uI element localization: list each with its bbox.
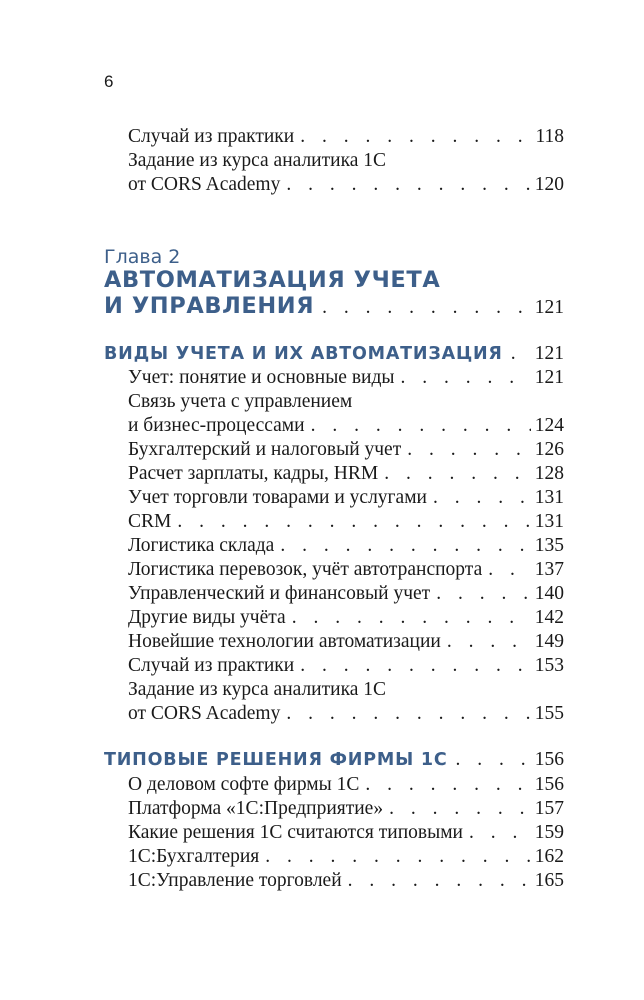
section-title: ТИПОВЫЕ РЕШЕНИЯ ФИРМЫ 1С bbox=[104, 750, 448, 770]
toc-entry bbox=[128, 582, 564, 606]
toc-entry-title: Логистика перевозок, учёт автотранспорта bbox=[128, 559, 483, 580]
dot-leader bbox=[456, 748, 531, 772]
dot-leader bbox=[286, 173, 530, 197]
toc-entry bbox=[128, 773, 564, 797]
dot-leader bbox=[348, 869, 531, 893]
toc-entry-title: Бухгалтерский и налоговый учет bbox=[128, 439, 402, 460]
dot-leader bbox=[365, 773, 530, 797]
toc-entry-title: О деловом софте фирмы 1С bbox=[128, 774, 360, 795]
toc-entry-title: Управленческий и финансовый учет bbox=[128, 583, 431, 604]
toc-entry bbox=[128, 173, 564, 197]
toc-entry-title: CRM bbox=[128, 511, 172, 532]
toc-entry-page: 121 bbox=[534, 367, 564, 388]
section-page: 121 bbox=[534, 343, 564, 364]
toc-entry bbox=[128, 630, 564, 654]
toc-entry-page: 153 bbox=[534, 655, 564, 676]
section-page: 156 bbox=[534, 749, 564, 770]
toc-entry-page: 120 bbox=[534, 174, 564, 195]
toc-entry-title: Новейшие технологии автоматизации bbox=[128, 631, 441, 652]
toc-entry-title: Учет: понятие и основные виды bbox=[128, 367, 395, 388]
toc-entry bbox=[128, 414, 564, 438]
toc-entry-page: 159 bbox=[534, 822, 564, 843]
dot-leader bbox=[300, 125, 531, 149]
toc-entry bbox=[128, 797, 564, 821]
dot-leader bbox=[177, 510, 530, 534]
toc-entry-page: 137 bbox=[534, 559, 564, 580]
dot-leader bbox=[401, 366, 531, 390]
toc-entry bbox=[128, 534, 564, 558]
toc-entry-page: 140 bbox=[534, 583, 564, 604]
chapter-title-line1: АВТОМАТИЗАЦИЯ УЧЕТА bbox=[104, 267, 441, 293]
chapter-label: Глава 2 bbox=[104, 246, 181, 268]
dot-leader bbox=[286, 702, 530, 726]
section-title: ВИДЫ УЧЕТА И ИХ АВТОМАТИЗАЦИЯ bbox=[104, 344, 503, 364]
dot-leader bbox=[280, 534, 530, 558]
toc-entry-title: 1С:Управление торговлей bbox=[128, 870, 342, 891]
dot-leader bbox=[384, 462, 531, 486]
dot-leader bbox=[389, 797, 531, 821]
toc-entry-line1: Связь учета с управлением bbox=[128, 391, 353, 412]
toc-entry-page: 165 bbox=[534, 870, 564, 891]
toc-entry-page: 162 bbox=[534, 846, 564, 867]
chapter-page: 121 bbox=[534, 297, 564, 318]
dot-leader bbox=[322, 294, 531, 322]
chapter-title-line2: И УПРАВЛЕНИЯ bbox=[104, 293, 315, 319]
toc-entry-page: 124 bbox=[534, 415, 564, 436]
toc-entry-page: 142 bbox=[534, 607, 564, 628]
dot-leader bbox=[407, 438, 531, 462]
toc-entry-page: 155 bbox=[534, 703, 564, 724]
toc-entry bbox=[128, 845, 564, 869]
toc-entry bbox=[128, 125, 564, 149]
toc-entry-title: Случай из практики bbox=[128, 126, 295, 147]
toc-entry-page: 157 bbox=[534, 798, 564, 819]
toc-entry-title: Расчет зарплаты, кадры, HRM bbox=[128, 463, 379, 484]
toc-entry bbox=[128, 486, 564, 510]
toc-entry bbox=[128, 438, 564, 462]
toc-entry-line1: Задание из курса аналитика 1С bbox=[128, 679, 387, 700]
dot-leader bbox=[511, 342, 531, 366]
toc-entry-title: Логистика склада bbox=[128, 535, 275, 556]
toc-entry bbox=[128, 510, 564, 534]
chapter-title-row bbox=[104, 292, 564, 322]
toc-entry bbox=[128, 869, 564, 893]
section-heading bbox=[104, 748, 564, 772]
toc-entry-page: 131 bbox=[534, 511, 564, 532]
section-heading bbox=[104, 342, 564, 366]
dot-leader bbox=[311, 414, 531, 438]
toc-entry-line1: Задание из курса аналитика 1С bbox=[128, 150, 387, 171]
toc-entry-title: Случай из практики bbox=[128, 655, 295, 676]
toc-entry-title: Какие решения 1С считаются типовыми bbox=[128, 822, 463, 843]
toc-entry-title: Платформа «1С:Предприятие» bbox=[128, 798, 384, 819]
toc-entry bbox=[128, 462, 564, 486]
toc-entry-page: 131 bbox=[534, 487, 564, 508]
dot-leader bbox=[300, 654, 531, 678]
toc-entry bbox=[128, 821, 564, 845]
toc-entry bbox=[128, 606, 564, 630]
toc-entry-page: 149 bbox=[534, 631, 564, 652]
toc-entry bbox=[128, 654, 564, 678]
toc-entry-title: Другие виды учёта bbox=[128, 607, 286, 628]
dot-leader bbox=[433, 486, 531, 510]
toc-entry-page: 128 bbox=[534, 463, 564, 484]
dot-leader bbox=[436, 582, 531, 606]
toc-entry-page: 126 bbox=[534, 439, 564, 460]
toc-entry-title: от CORS Academy bbox=[128, 174, 281, 195]
dot-leader bbox=[447, 630, 531, 654]
dot-leader bbox=[469, 821, 531, 845]
toc-entry-title: Учет торговли товарами и услугами bbox=[128, 487, 427, 508]
page-number: 6 bbox=[104, 72, 114, 91]
toc-entry-title: и бизнес-процессами bbox=[128, 415, 305, 436]
toc-entry bbox=[128, 366, 564, 390]
toc-entry bbox=[128, 702, 564, 726]
dot-leader bbox=[292, 606, 531, 630]
toc-entry-page: 118 bbox=[535, 126, 564, 147]
dot-leader bbox=[265, 845, 530, 869]
toc-entry-title: от CORS Academy bbox=[128, 703, 281, 724]
toc-entry-page: 156 bbox=[534, 774, 564, 795]
toc-entry-page: 135 bbox=[534, 535, 564, 556]
toc-entry-title: 1С:Бухгалтерия bbox=[128, 846, 260, 867]
dot-leader bbox=[488, 558, 531, 582]
toc-entry bbox=[128, 558, 564, 582]
